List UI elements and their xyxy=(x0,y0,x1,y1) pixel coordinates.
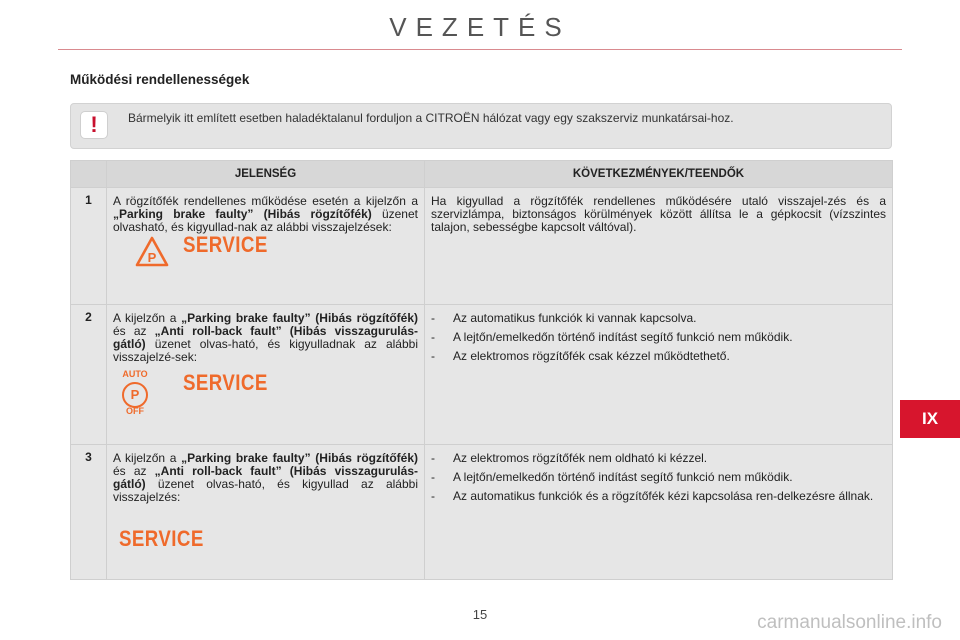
table-row xyxy=(71,305,893,445)
consequence-cell xyxy=(425,305,893,445)
message-name: „Parking brake faulty” (Hibás rögzítőfék) xyxy=(113,207,372,221)
malfunction-table xyxy=(70,160,893,580)
list-item: - Az automatikus funkciók és a rögzítőfék kézi kapcsolása ren-delkezésre állnak. xyxy=(431,490,886,503)
list-item: - Az automatikus funkciók ki vannak kapcsolva. xyxy=(431,312,886,325)
text-run: és az xyxy=(113,464,155,478)
page-number: 15 xyxy=(472,607,488,622)
section-title: Működési rendellenességek xyxy=(70,72,250,87)
text-run: és az xyxy=(113,324,155,338)
svg-text:P: P xyxy=(147,250,157,265)
message-name: „Anti roll-back fault” (Hibás visszagurulás-gátló) xyxy=(113,464,418,491)
row-number: 2 xyxy=(71,305,107,445)
column-header-consequence: KÖVETKEZMÉNYEK/TEENDŐK xyxy=(425,161,893,188)
list-item: - Az elektromos rögzítőfék nem oldható ki kézzel. xyxy=(431,452,886,465)
column-header-symptom: JELENSÉG xyxy=(107,161,425,188)
service-icon: SERVICE xyxy=(183,370,268,395)
symptom-text xyxy=(107,188,424,234)
row-number: 3 xyxy=(71,445,107,580)
table-row xyxy=(71,188,893,305)
symptom-text xyxy=(107,445,424,504)
text-run: A kijelzőn a xyxy=(113,311,182,325)
symptom-cell xyxy=(107,445,425,580)
symptom-cell xyxy=(107,305,425,445)
row-number: 1 xyxy=(71,188,107,305)
text-run: A kijelzőn a xyxy=(113,451,182,465)
consequence-cell xyxy=(425,445,893,580)
header-divider xyxy=(58,49,902,50)
consequence-list xyxy=(425,445,892,503)
list-item: - Az elektromos rögzítőfék csak kézzel működtethető. xyxy=(431,350,886,363)
column-header-num xyxy=(71,161,107,188)
message-name: „Anti roll-back fault” (Hibás visszagurulás-gátló) xyxy=(113,324,418,351)
symptom-cell xyxy=(107,188,425,305)
auto-p-off-icon: AUTO P OFF xyxy=(122,369,148,416)
parking-brake-warning-icon xyxy=(135,236,169,268)
text-run: üzenet olvasható, és kigyullad-nak az alábbi visszajelzések: xyxy=(113,207,418,234)
consequence-list xyxy=(425,305,892,363)
text-run: üzenet olvas-ható, és kigyulladnak az alábbi visszajelzé-sek: xyxy=(113,337,418,364)
text-run: A rögzítőfék rendellenes működése esetén a kijelzőn a xyxy=(113,194,418,208)
chapter-tab: IX xyxy=(900,400,960,438)
message-name: „Parking brake faulty” (Hibás rögzítőfék) xyxy=(181,451,418,465)
service-icon: SERVICE xyxy=(183,232,268,257)
text-run: üzenet olvas-ható, és kigyullad az alábbi visszajelzés: xyxy=(113,477,418,504)
warning-box xyxy=(70,103,892,149)
list-item: - A lejtőn/emelkedőn történő indítást segítő funkció nem működik. xyxy=(431,331,886,344)
message-name: „Parking brake faulty” (Hibás rögzítőfék) xyxy=(181,311,418,325)
exclamation-icon: ! xyxy=(81,112,107,138)
watermark: carmanualsonline.info xyxy=(757,612,942,633)
symptom-text xyxy=(107,305,424,364)
table-row xyxy=(71,445,893,580)
consequence-text: Ha kigyullad a rögzítőfék rendellenes működésére utaló visszajel-zés és a szervizlámpa, biztonságos körülmények között állítsa le a gépkocsit (vízszintes talajon, sebességbe kapcsolt váltóval). xyxy=(431,194,886,234)
service-icon: SERVICE xyxy=(119,526,204,551)
consequence-cell xyxy=(425,188,893,305)
page-title: VEZETÉS xyxy=(389,12,571,42)
list-item: - A lejtőn/emelkedőn történő indítást segítő funkció nem működik. xyxy=(431,471,886,484)
warning-text: Bármelyik itt említett esetben haladéktalanul forduljon a CITROËN hálózat vagy egy szakszerviz munkatársai-hoz. xyxy=(128,111,734,125)
table-header-row xyxy=(71,161,893,188)
